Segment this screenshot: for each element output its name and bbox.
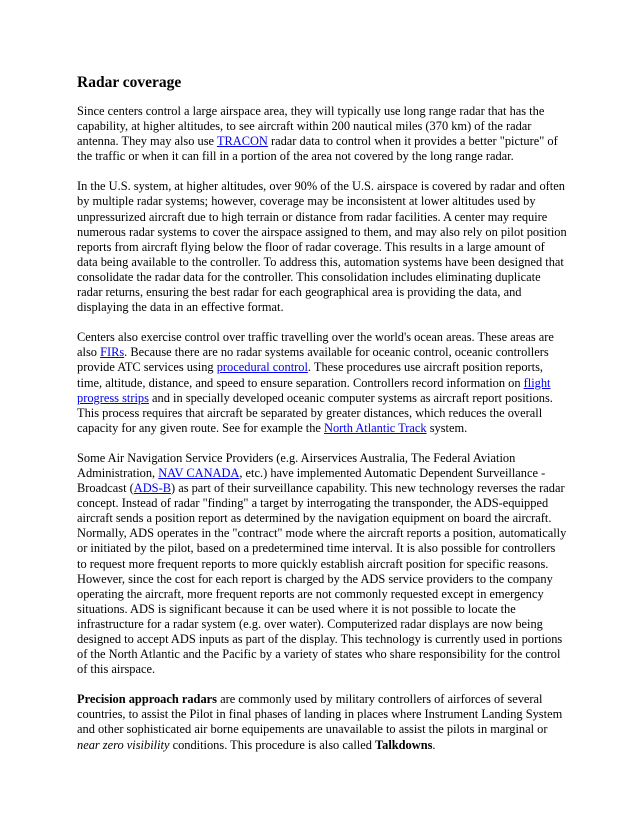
paragraph-text: , etc.) have implemented Automatic Dependent Surveillance - Broadcast ( (77, 465, 546, 496)
link-ads-b[interactable]: ADS-B (133, 481, 171, 496)
bold-term-precision-approach-radars: Precision approach radars (77, 692, 217, 707)
paragraph-text: are commonly used by military controllers of airforces of several countries, to assist the Pilot in final phases of landing in places where Instrument Landing System and other sophisticated air borne equipements are unavailable to assist the pilots in marginal or (77, 692, 563, 737)
italic-term-near-zero-visibility: near zero visibility (77, 737, 170, 752)
paragraph-text: conditions. This procedure is also called (169, 737, 376, 752)
paragraph-ads-b (77, 451, 567, 677)
paragraph-precision-approach (77, 692, 567, 752)
paragraph-text: and in specially developed oceanic computer systems as aircraft report positions. This process requires that aircraft be separated by greater distances, which reduces the overall capacity for any given route. See for example the (77, 390, 553, 435)
paragraph-text: radar data to control when it provides a better "picture" of the traffic or when it can fill in a portion of the area not covered by the long range radar. (77, 134, 558, 164)
link-procedural-control[interactable]: procedural control (216, 360, 308, 375)
paragraph-long-range-radar (77, 104, 567, 164)
paragraph-text: Since centers control a large airspace area, they will typically use long range radar that has the capability, at higher altitudes, to see aircraft within 200 nautical miles (370 km) of the radar antenna. They may also use (77, 104, 545, 149)
paragraph-text: . Because there are no radar systems available for oceanic control, oceanic controllers provide ATC services using (77, 345, 549, 375)
link-tracon[interactable]: TRACON (216, 134, 268, 149)
paragraph-text: . These procedures use aircraft position reports, time, altitude, distance, and speed to ensure separation. Controllers record information on (77, 360, 544, 390)
section-heading: Radar coverage (77, 74, 182, 91)
link-flight-progress-strips[interactable]: flight progress strips (77, 375, 551, 405)
link-nav-canada[interactable]: NAV CANADA (158, 465, 240, 480)
paragraph-text: Centers also exercise control over traffic travelling over the world's ocean areas. These areas are also (77, 330, 554, 360)
paragraph-text: ) as part of their surveillance capability. This new technology reverses the radar concept. Instead of radar "finding" a target by interrogating the transponder, the ADS-equipped aircraft sends a position report as determined by the navigation equipment on board the aircraft. Normally, ADS operates in the "contract" mode where the aircraft reports a position, automatically or initiated by the pilot, based on a predetermined time interval. It is also possible for controllers to request more frequent reports to more quickly establish aircraft position for specific reasons. However, since the cost for each report is charged by the ADS service providers to the company operating the aircraft, more frequent reports are not commonly requested except in emergency situations. ADS is significant because it can be used where it is not possible to locate the infrastructure for a radar system (e.g. over water). Computerized radar displays are now being designed to accept ADS inputs as part of the display. This technology is currently used in portions of the North Atlantic and the Pacific by a variety of states who share responsibility for the control of this airspace. (77, 481, 567, 677)
link-north-atlantic-track[interactable]: North Atlantic Track (324, 420, 427, 435)
paragraph-us-system: In the U.S. system, at higher altitudes, over 90% of the U.S. airspace is covered by radar and often by multiple radar systems; however, coverage may be inconsistent at lower altitudes used by unpressurized aircraft due to high terrain or distance from radar facilities. A center may require numerous radar systems to cover the airspace assigned to them, and may also rely on pilot position reports from aircraft flying below the floor of radar coverage. This results in a large amount of data being available to the controller. To address this, automation systems have been designed that consolidate the radar data for the controller. This consolidation includes eliminating duplicate radar returns, ensuring the best radar for each geographical area is providing the data, and displaying the data in an effective format. (77, 179, 567, 315)
paragraph-text: . (432, 737, 436, 752)
paragraph-text: Some Air Navigation Service Providers (e.g. Airservices Australia, The Federal Aviation Administration, (77, 450, 516, 480)
link-firs[interactable]: FIRs (100, 345, 125, 360)
article-content (77, 74, 567, 768)
paragraph-oceanic-control (77, 330, 567, 436)
paragraph-text: system. (426, 420, 468, 435)
bold-term-talkdowns: Talkdowns (375, 737, 433, 752)
